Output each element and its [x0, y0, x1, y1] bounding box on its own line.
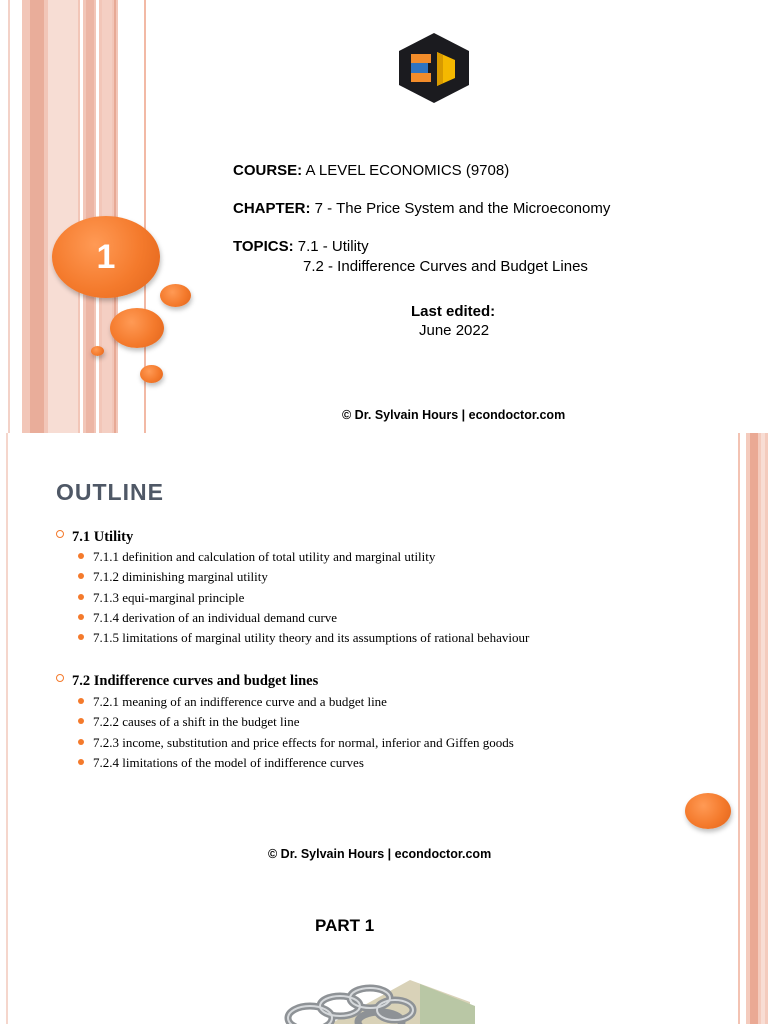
part-title: PART 1	[315, 916, 375, 935]
list-item-text: 7.1.5 limitations of marginal utility theory and its assumptions of rational behaviour	[93, 630, 530, 646]
list-item	[78, 608, 529, 628]
topic-1: 7.1 - Utility	[293, 238, 369, 255]
list-item-text: 7.2.2 causes of a shift in the budget line	[93, 714, 300, 730]
section-heading	[56, 673, 318, 690]
last-edited-label: Last edited:	[411, 303, 496, 320]
list-item	[78, 588, 529, 608]
section-heading	[56, 529, 133, 546]
copyright: © Dr. Sylvain Hours | econdoctor.com	[268, 847, 492, 861]
bullet-icon	[78, 594, 84, 600]
decorative-bubble	[140, 365, 163, 383]
list-item	[78, 733, 514, 753]
decorative-line	[6, 433, 8, 866]
chapter-value: 7 - The Price System and the Microeconomy	[310, 200, 611, 217]
list-item	[78, 547, 529, 567]
part-slide	[0, 866, 768, 1024]
topics-label: TOPICS:	[233, 238, 294, 255]
section-list	[78, 547, 529, 648]
copyright: © Dr. Sylvain Hours | econdoctor.com	[342, 408, 566, 422]
decorative-stripes	[738, 433, 768, 866]
course-line	[233, 161, 509, 180]
course-label: COURSE:	[233, 162, 303, 179]
list-item-text: 7.2.1 meaning of an indifference curve and a budget line	[93, 694, 387, 709]
list-item	[78, 567, 529, 587]
list-item-text: 7.1.4 derivation of an individual demand curve	[93, 609, 338, 625]
section-heading-text: 7.2 Indifference curves and budget lines	[72, 673, 319, 689]
ring-bullet-icon	[56, 530, 64, 538]
list-item-text: 7.2.4 limitations of the model of indifference curves	[93, 754, 364, 770]
chained-money-image	[270, 972, 480, 1024]
section-heading-text: 7.1 Utility	[72, 529, 134, 545]
decorative-bubble	[110, 308, 164, 348]
decorative-line	[6, 866, 8, 1024]
outline-slide	[0, 433, 768, 866]
bullet-icon	[78, 614, 84, 620]
bullet-icon	[78, 739, 84, 745]
section-list	[78, 692, 514, 773]
list-item	[78, 753, 514, 773]
list-item-text: 7.1.1 definition and calculation of total utility and marginal utility	[93, 549, 436, 564]
list-item-text: 7.1.3 equi-marginal principle	[93, 589, 245, 605]
list-item	[78, 692, 514, 712]
bullet-icon	[78, 553, 84, 559]
bullet-icon	[78, 759, 84, 765]
ring-bullet-icon	[56, 674, 64, 682]
list-item	[78, 712, 514, 732]
decorative-bubble	[91, 346, 104, 356]
topics-line	[233, 237, 369, 256]
title-slide	[0, 0, 768, 433]
last-edited-value: June 2022	[419, 322, 490, 339]
decorative-stripes	[738, 866, 768, 1024]
decorative-bubble	[685, 793, 731, 829]
decorative-bubble	[160, 284, 191, 307]
list-item-text: 7.2.3 income, substitution and price effects for normal, inferior and Giffen goods	[93, 734, 514, 750]
outline-title: OUTLINE	[56, 479, 164, 505]
course-value: A LEVEL ECONOMICS (9708)	[302, 162, 510, 179]
list-item	[78, 628, 529, 648]
topic-2: 7.2 - Indifference Curves and Budget Lines	[303, 258, 588, 275]
bullet-icon	[78, 634, 84, 640]
list-item-text: 7.1.2 diminishing marginal utility	[93, 569, 268, 585]
chapter-label: CHAPTER:	[233, 200, 311, 217]
slide-number: 1	[96, 237, 116, 276]
econdoctor-logo-icon	[397, 32, 471, 104]
bullet-icon	[78, 718, 84, 724]
bullet-icon	[78, 698, 84, 704]
bullet-icon	[78, 573, 84, 579]
chapter-line	[233, 199, 610, 218]
